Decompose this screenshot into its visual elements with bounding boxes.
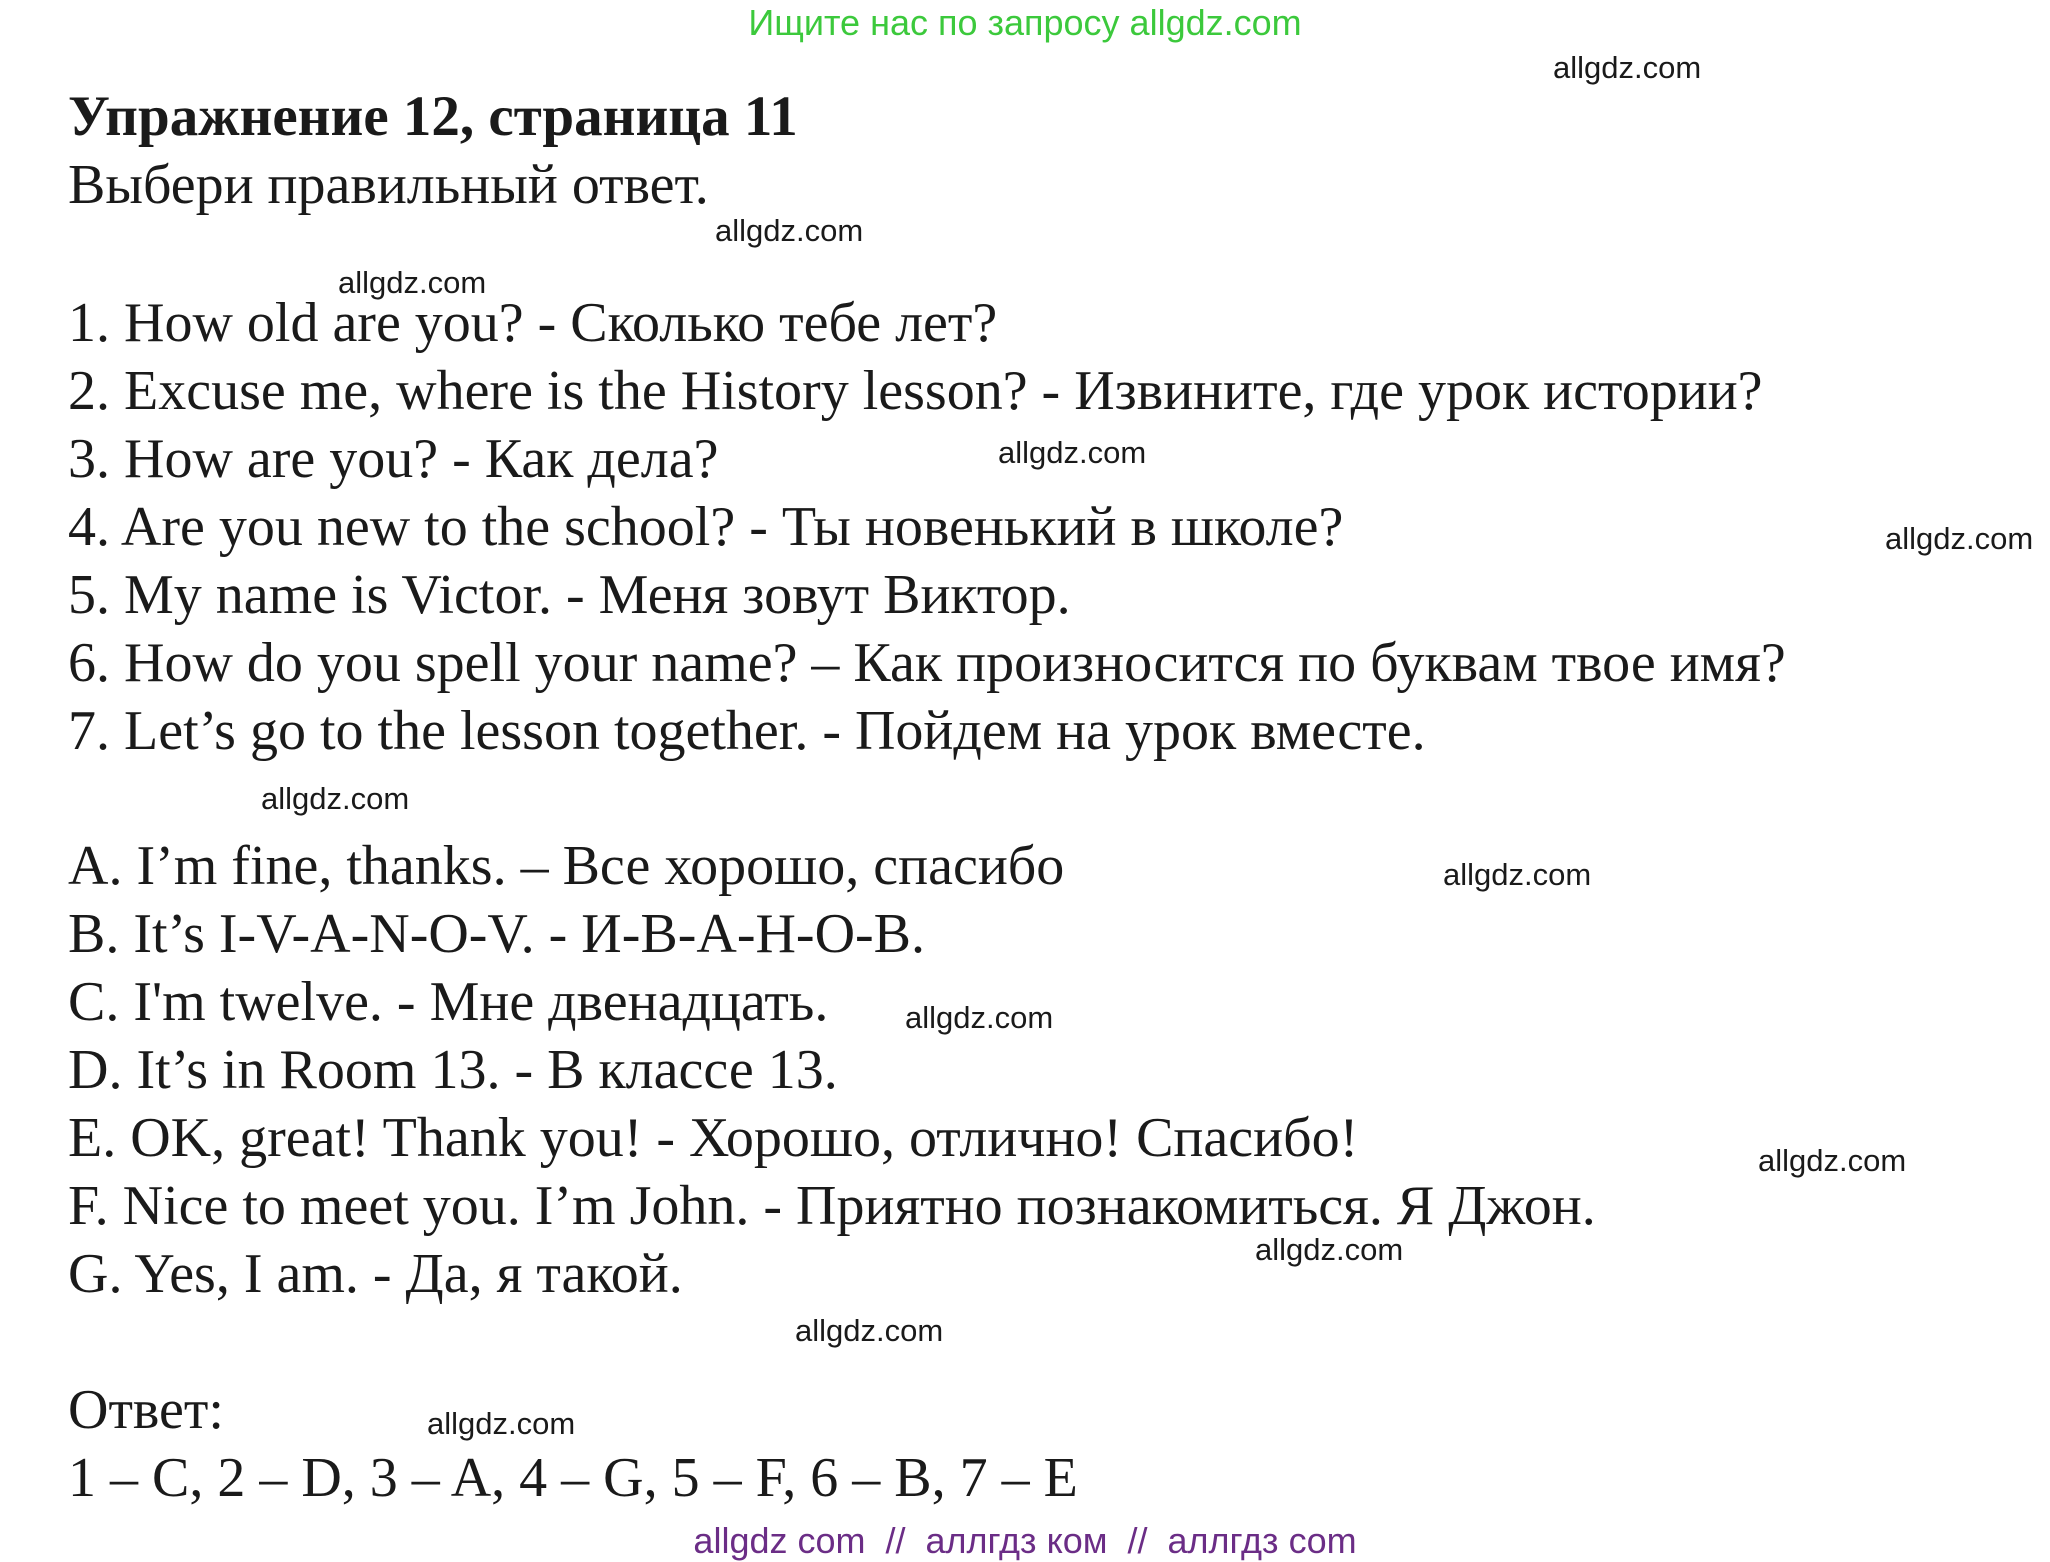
question-3: 3. How are you? - Как дела?	[68, 428, 719, 490]
question-2: 2. Excuse me, where is the History lesson? - Извините, где урок истории?	[68, 360, 1763, 422]
answer-c: C. I'm twelve. - Мне двенадцать.	[68, 971, 829, 1033]
question-7: 7. Let’s go to the lesson together. - Пойдем на урок вместе.	[68, 700, 1426, 762]
watermark: allgdz.com	[998, 435, 1147, 470]
footer-watermark: allgdz com // аллгдз ком // аллгдз com	[693, 1520, 1357, 1561]
top-search-banner: Ищите нас по запросу allgdz.com	[748, 2, 1302, 43]
watermark: allgdz.com	[715, 213, 864, 248]
watermark: allgdz.com	[338, 265, 487, 300]
answer-b: B. It’s I-V-A-N-O-V. - И-В-А-Н-О-В.	[68, 903, 926, 965]
answer-label: Ответ:	[68, 1379, 224, 1441]
answer-f: F. Nice to meet you. I’m John. - Приятно познакомиться. Я Джон.	[68, 1175, 1596, 1237]
question-6: 6. How do you spell your name? – Как произносится по буквам твое имя?	[68, 632, 1786, 694]
watermark: allgdz.com	[1885, 521, 2034, 556]
watermark: allgdz.com	[795, 1313, 944, 1348]
answer-key: 1 – C, 2 – D, 3 – A, 4 – G, 5 – F, 6 – B, 7 – E	[68, 1447, 1078, 1509]
question-1: 1. How old are you? - Сколько тебе лет?	[68, 292, 998, 354]
watermark: allgdz.com	[261, 781, 410, 816]
watermark: allgdz.com	[1758, 1143, 1907, 1178]
watermark: allgdz.com	[1443, 857, 1592, 892]
answer-e: E. OK, great! Thank you! - Хорошо, отлично! Спасибо!	[68, 1107, 1359, 1169]
watermark: allgdz.com	[1553, 50, 1702, 85]
watermark: allgdz.com	[905, 1000, 1054, 1035]
question-5: 5. My name is Victor. - Меня зовут Виктор.	[68, 564, 1071, 626]
watermark: allgdz.com	[1255, 1232, 1404, 1267]
answer-d: D. It’s in Room 13. - В классе 13.	[68, 1039, 838, 1101]
exercise-instruction: Выбери правильный ответ.	[68, 154, 709, 216]
answer-a: A. I’m fine, thanks. – Все хорошо, спасибо	[68, 835, 1065, 897]
question-4: 4. Are you new to the school? - Ты новенький в школе?	[68, 496, 1344, 558]
exercise-title: Упражнение 12, страница 11	[68, 85, 798, 148]
watermark: allgdz.com	[427, 1406, 576, 1441]
answer-g: G. Yes, I am. - Да, я такой.	[68, 1243, 683, 1305]
